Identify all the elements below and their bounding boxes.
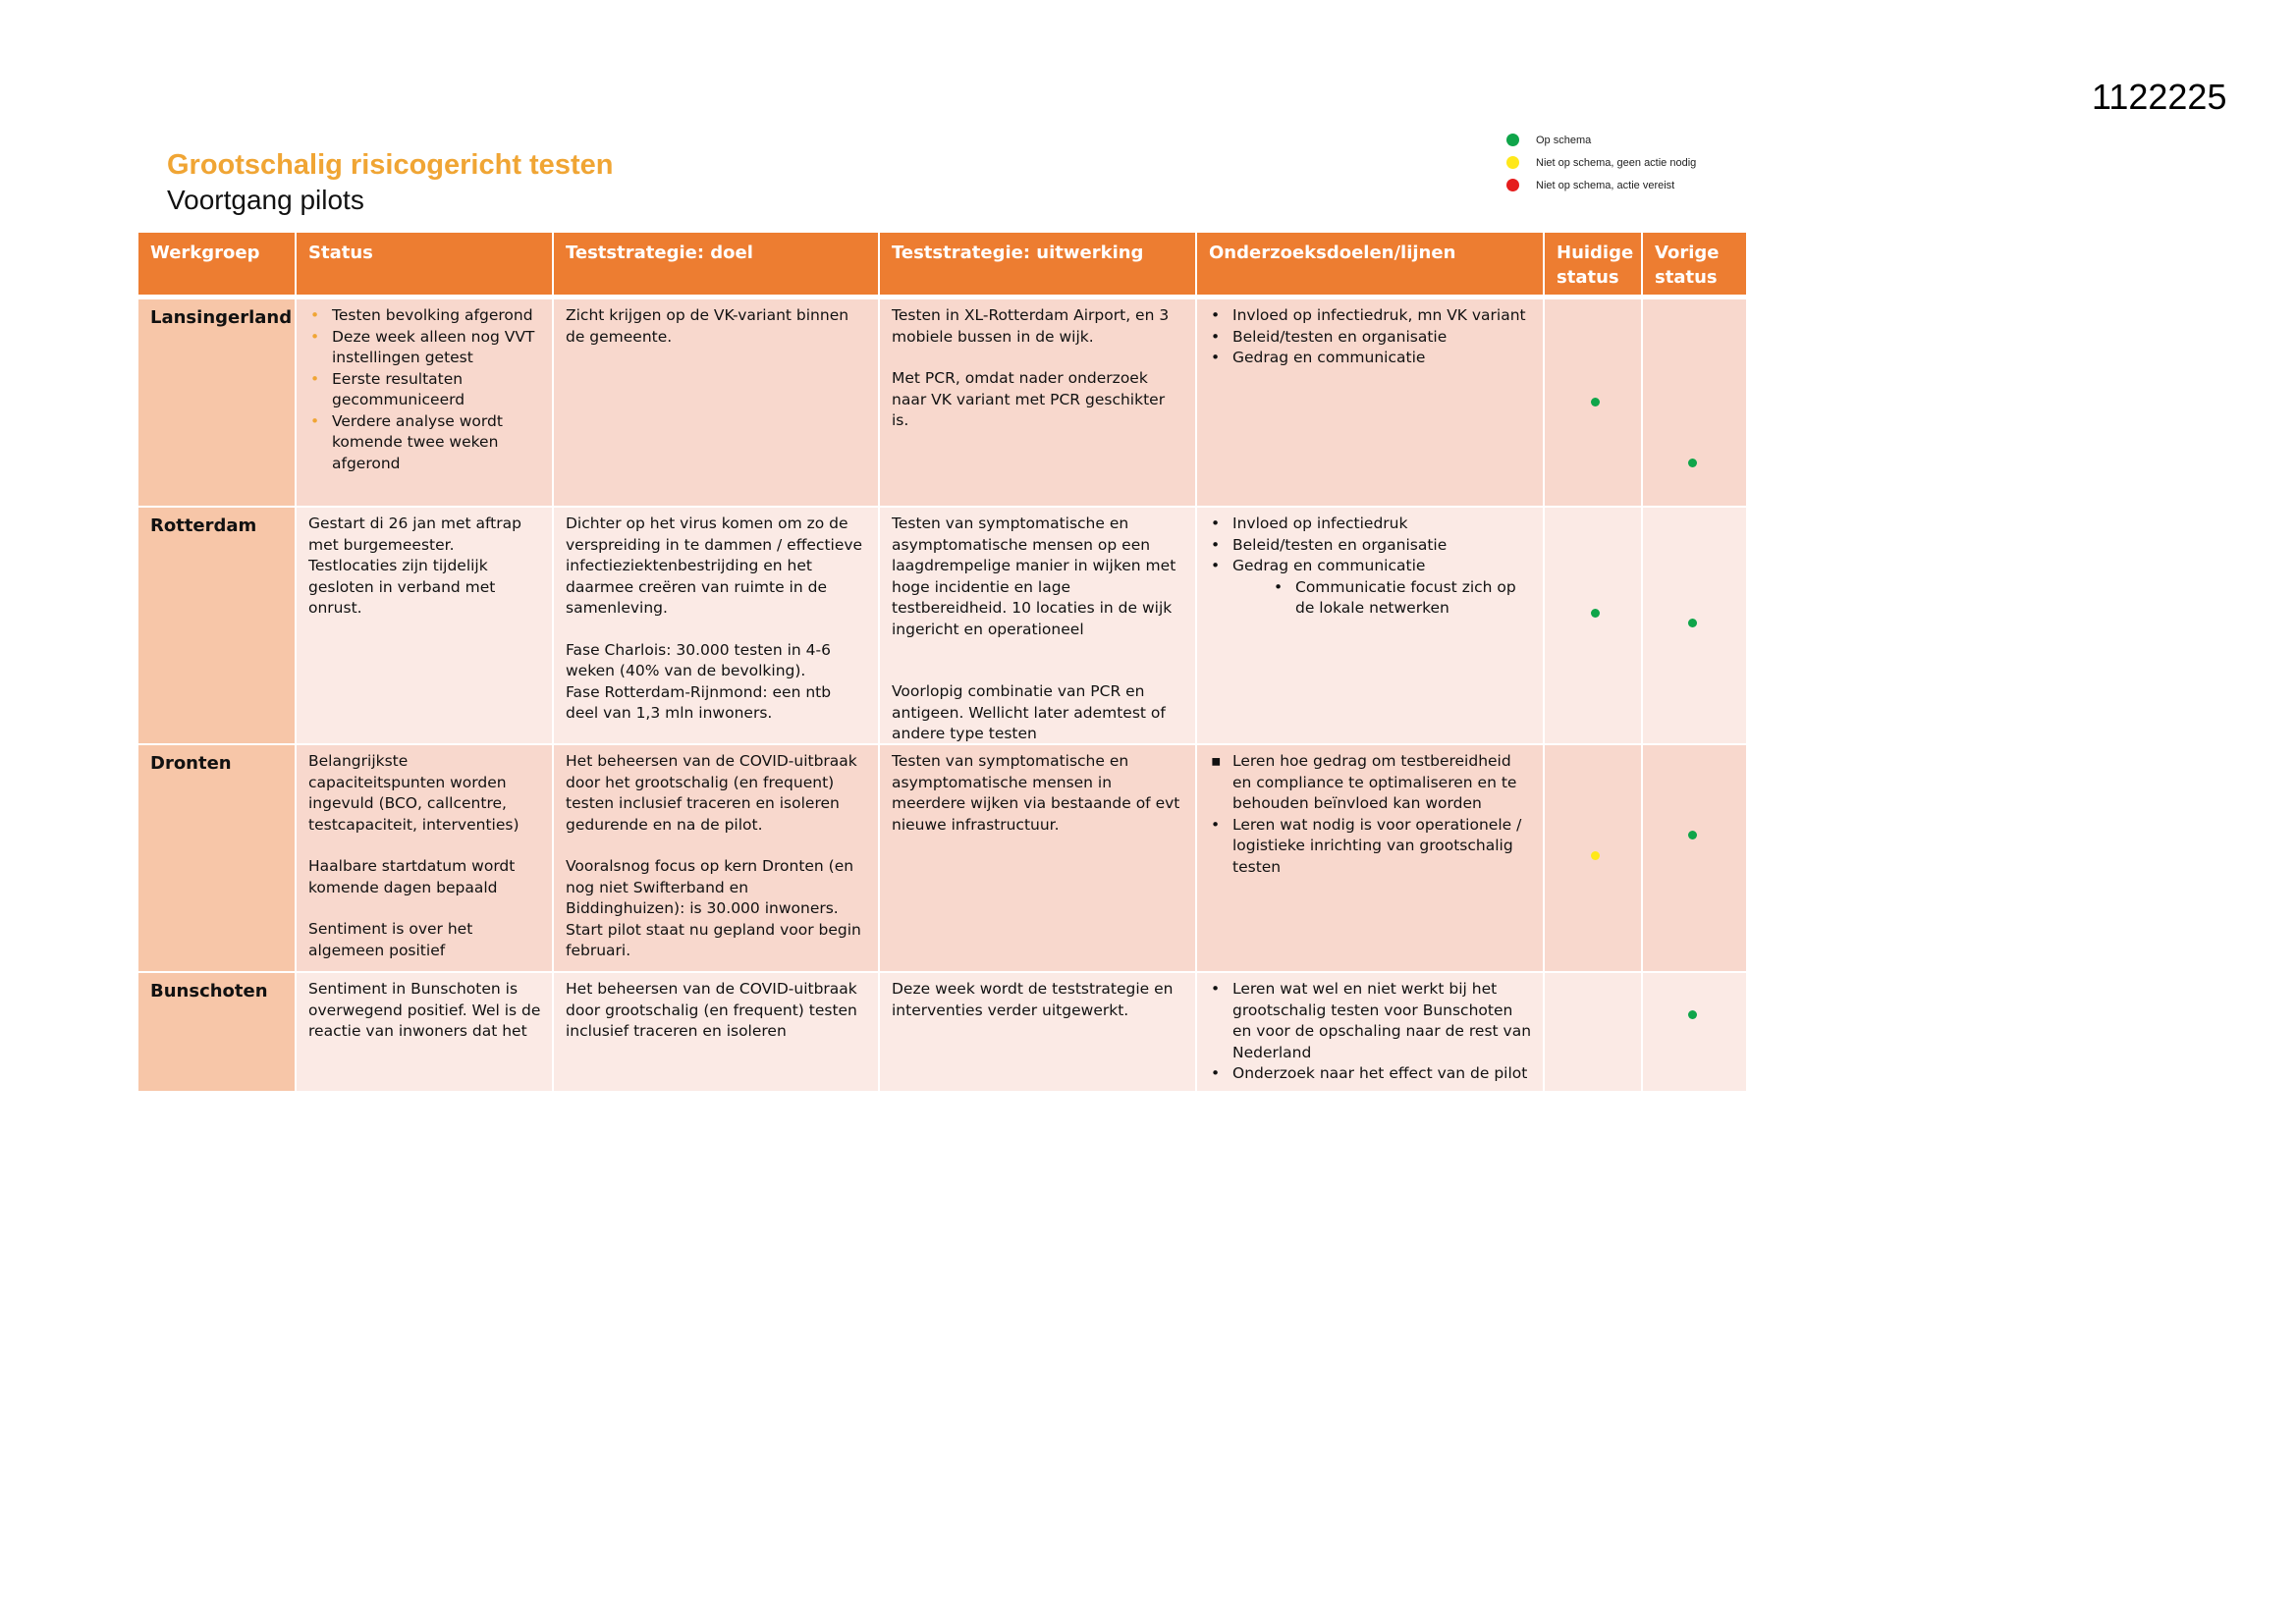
table-row xyxy=(138,508,1746,745)
legend-label: Niet op schema, actie vereist xyxy=(1536,179,1675,191)
vorige-status-cell xyxy=(1643,508,1746,743)
onderzoek-sublist xyxy=(1209,577,1533,620)
paragraph: Sentiment is over het algemeen positief xyxy=(308,920,473,959)
red-dot-icon xyxy=(1506,179,1519,191)
pilots-table xyxy=(138,233,1746,1082)
paragraph: Fase Rotterdam-Rijnmond: een ntb deel van 1,3 mln inwoners. xyxy=(566,682,832,722)
huidige-status-cell xyxy=(1545,745,1643,971)
status-cell xyxy=(297,299,554,506)
werkgroep-cell: Bunschoten xyxy=(138,973,297,1091)
document-number: 1122225 xyxy=(2092,77,2227,117)
paragraph: Fase Charlois: 30.000 testen in 4-6 weken (40% van de bevolking). xyxy=(566,640,831,679)
list-item: • Beleid/testen en organisatie xyxy=(1209,327,1533,349)
uitwerking-cell: Deze week wordt de teststrategie en interventies verder uitgewerkt. xyxy=(880,973,1197,1091)
list-item: • Deze week alleen nog VVT instellingen getest xyxy=(308,327,542,369)
onderzoek-list xyxy=(1209,815,1533,879)
green-dot-icon xyxy=(1506,134,1519,146)
status-cell xyxy=(297,745,554,971)
huidige-status-cell xyxy=(1545,299,1643,506)
green-status-dot-icon xyxy=(1688,619,1697,627)
green-status-dot-icon xyxy=(1688,831,1697,839)
status-cell: Sentiment in Bunschoten is overwegend positief. Wel is de reactie van inwoners dat het xyxy=(297,973,554,1091)
doel-cell: Zicht krijgen op de VK-variant binnen de gemeente. xyxy=(554,299,880,506)
status-list xyxy=(308,305,542,474)
table-row xyxy=(138,973,1746,1093)
column-header-uitwerking: Teststrategie: uitwerking xyxy=(880,233,1197,295)
list-item: • Gedrag en communicatie xyxy=(1209,556,1533,577)
legend-item-yellow xyxy=(1506,151,1696,174)
legend-item-green xyxy=(1506,129,1696,151)
status-cell: Gestart di 26 jan met aftrap met burgemeester. Testlocaties zijn tijdelijk gesloten in verband met onrust. xyxy=(297,508,554,743)
uitwerking-cell xyxy=(880,299,1197,506)
list-item: • Testen bevolking afgerond xyxy=(308,305,542,327)
paragraph: Dichter op het virus komen om zo de verspreiding in te dammen / effectieve infectieziektenbestrijding en het daarmee creëren van ruimte in de samenleving. xyxy=(566,514,863,617)
page-title: Grootschalig risicogericht testen xyxy=(167,149,614,181)
green-status-dot-icon xyxy=(1591,398,1600,406)
werkgroep-cell: Rotterdam xyxy=(138,508,297,743)
paragraph: Vooralsnog focus op kern Dronten (en nog niet Swifterband en Biddinghuizen): is 30.000 inwoners. Start pilot staat nu gepland voor begin februari. xyxy=(566,857,861,959)
list-item: • Leren wat wel en niet werkt bij het grootschalig testen voor Bunschoten en voor de opschaling naar de rest van Nederland xyxy=(1209,979,1533,1063)
list-item: • Onderzoek naar het effect van de pilot xyxy=(1209,1063,1533,1085)
table-row xyxy=(138,299,1746,508)
list-item: • Beleid/testen en organisatie xyxy=(1209,535,1533,557)
paragraph: Het beheersen van de COVID-uitbraak door het grootschalig (en frequent) testen inclusief traceren en isoleren gedurende en na de pilot. xyxy=(566,752,857,834)
green-status-dot-icon xyxy=(1688,1010,1697,1019)
werkgroep-cell: Dronten xyxy=(138,745,297,971)
huidige-status-cell xyxy=(1545,508,1643,743)
list-item: • Invloed op infectiedruk, mn VK variant xyxy=(1209,305,1533,327)
doel-cell xyxy=(554,508,880,743)
list-item: • Verdere analyse wordt komende twee weken afgerond xyxy=(308,411,542,475)
list-item: ▪ Leren hoe gedrag om testbereidheid en compliance te optimaliseren en te behouden beïnvloed kan worden xyxy=(1209,751,1533,815)
column-header-status: Status xyxy=(297,233,554,295)
list-item: • Invloed op infectiedruk xyxy=(1209,514,1533,535)
werkgroep-cell: Lansingerland xyxy=(138,299,297,506)
status-legend xyxy=(1506,129,1696,196)
green-status-dot-icon xyxy=(1591,609,1600,618)
vorige-status-cell xyxy=(1643,973,1746,1091)
column-header-huidige-status: Huidige status xyxy=(1545,233,1643,295)
onderzoek-list xyxy=(1209,514,1533,577)
uitwerking-cell: Testen van symptomatische en asymptomatische mensen in meerdere wijken via bestaande of evt nieuwe infrastructuur. xyxy=(880,745,1197,971)
yellow-status-dot-icon xyxy=(1591,851,1600,860)
doel-cell: Het beheersen van de COVID-uitbraak door grootschalig (en frequent) testen inclusief traceren en isoleren xyxy=(554,973,880,1091)
onderzoek-cell xyxy=(1197,745,1545,971)
paragraph: Belangrijkste capaciteitspunten worden ingevuld (BCO, callcentre, testcapaciteit, interventies) xyxy=(308,752,519,834)
list-item: • Eerste resultaten gecommuniceerd xyxy=(308,369,542,411)
paragraph: Testen in XL-Rotterdam Airport, en 3 mobiele bussen in de wijk. xyxy=(892,306,1170,346)
column-header-onderzoek: Onderzoeksdoelen/lijnen xyxy=(1197,233,1545,295)
table-header xyxy=(138,233,1746,299)
paragraph: Haalbare startdatum wordt komende dagen bepaald xyxy=(308,857,516,896)
vorige-status-cell xyxy=(1643,745,1746,971)
paragraph: Voorlopig combinatie van PCR en antigeen. Wellicht later ademtest of andere type testen xyxy=(892,682,1166,742)
onderzoek-cell xyxy=(1197,973,1545,1091)
paragraph: Testen van symptomatische en asymptomatische mensen op een laagdrempelige manier in wijken met hoge incidentie en lage testbereidheid. 10 locaties in de wijk ingericht en operationeel xyxy=(892,514,1176,638)
onderzoek-cell xyxy=(1197,299,1545,506)
list-item: • Leren wat nodig is voor operationele / logistieke inrichting van grootschalig testen xyxy=(1209,815,1533,879)
legend-label: Niet op schema, geen actie nodig xyxy=(1536,156,1697,169)
legend-label: Op schema xyxy=(1536,134,1592,146)
column-header-werkgroep: Werkgroep xyxy=(138,233,297,295)
uitwerking-cell xyxy=(880,508,1197,743)
onderzoek-cell xyxy=(1197,508,1545,743)
doel-cell xyxy=(554,745,880,971)
column-header-doel: Teststrategie: doel xyxy=(554,233,880,295)
huidige-status-cell xyxy=(1545,973,1643,1091)
onderzoek-list xyxy=(1209,751,1533,815)
legend-item-red xyxy=(1506,174,1696,196)
green-status-dot-icon xyxy=(1688,459,1697,467)
list-item: • Gedrag en communicatie xyxy=(1209,348,1533,369)
yellow-dot-icon xyxy=(1506,156,1519,169)
column-header-vorige-status: Vorige status xyxy=(1655,243,1720,288)
onderzoek-list xyxy=(1209,979,1533,1085)
paragraph: Met PCR, omdat nader onderzoek naar VK variant met PCR geschikter is. xyxy=(892,369,1166,429)
list-item: • Communicatie focust zich op de lokale netwerken xyxy=(1209,577,1533,620)
page-subtitle: Voortgang pilots xyxy=(167,185,364,215)
onderzoek-list xyxy=(1209,305,1533,369)
table-row xyxy=(138,745,1746,973)
vorige-status-cell xyxy=(1643,299,1746,506)
